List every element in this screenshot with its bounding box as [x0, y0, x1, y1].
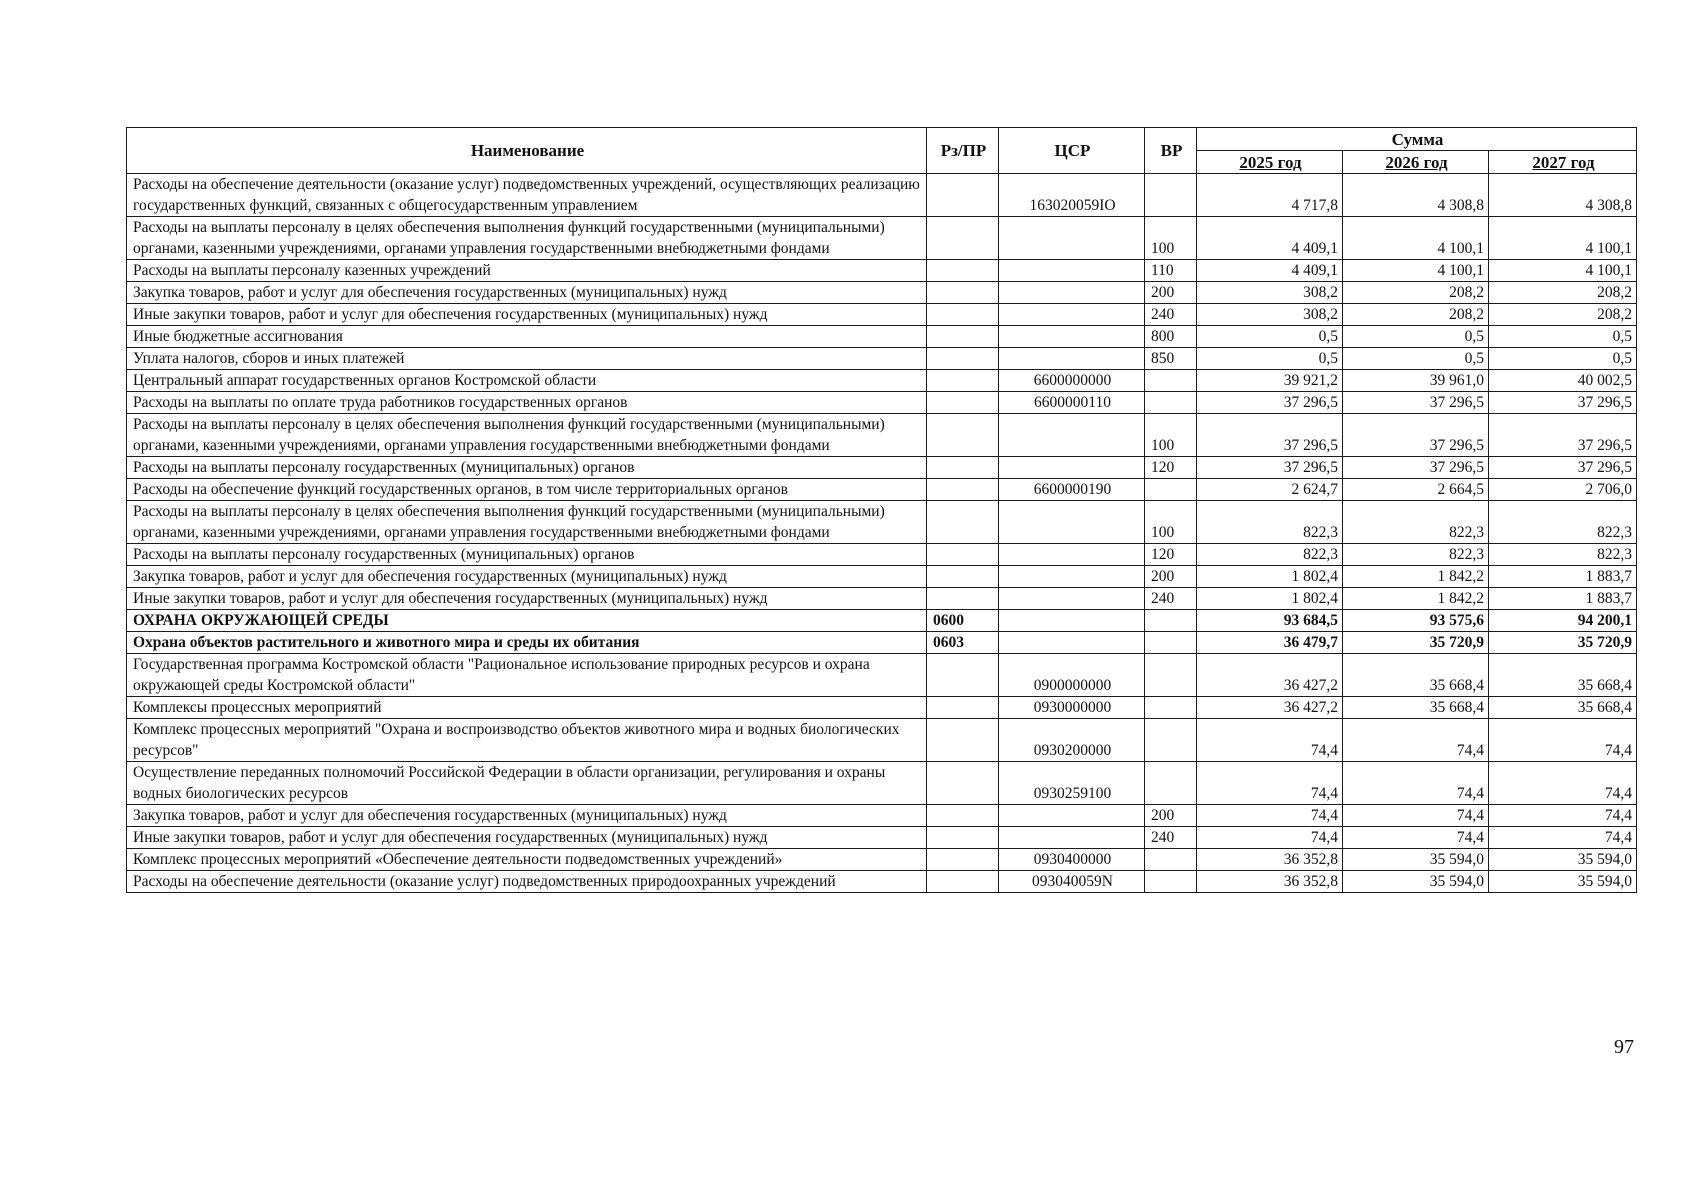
cell-name: Иные закупки товаров, работ и услуг для обеспечения государственных (муниципальных) нужд	[127, 588, 927, 610]
cell-vr	[1145, 479, 1197, 501]
header-row-top	[127, 128, 1637, 151]
cell-csr: 0900000000	[999, 654, 1145, 697]
table-row	[127, 762, 1637, 805]
cell-2025: 74,4	[1197, 827, 1343, 849]
cell-2026: 74,4	[1343, 762, 1489, 805]
cell-2027: 4 308,8	[1489, 174, 1637, 217]
cell-2025: 36 427,2	[1197, 697, 1343, 719]
table-row	[127, 348, 1637, 370]
cell-rzpr	[927, 697, 999, 719]
cell-name: Осуществление переданных полномочий Российской Федерации в области организации, регулирования и охраны водных биологических ресурсов	[127, 762, 927, 805]
cell-rzpr	[927, 762, 999, 805]
cell-rzpr	[927, 501, 999, 544]
cell-vr	[1145, 632, 1197, 654]
cell-rzpr	[927, 370, 999, 392]
cell-name: Расходы на выплаты персоналу государственных (муниципальных) органов	[127, 457, 927, 479]
cell-2026: 37 296,5	[1343, 414, 1489, 457]
page-number: 97	[1614, 1036, 1634, 1058]
cell-name: Расходы на выплаты персоналу государственных (муниципальных) органов	[127, 544, 927, 566]
cell-vr: 120	[1145, 544, 1197, 566]
cell-csr	[999, 566, 1145, 588]
table-row	[127, 805, 1637, 827]
cell-rzpr	[927, 414, 999, 457]
cell-rzpr	[927, 326, 999, 348]
cell-2025: 4 717,8	[1197, 174, 1343, 217]
cell-vr	[1145, 762, 1197, 805]
cell-2027: 94 200,1	[1489, 610, 1637, 632]
cell-2025: 74,4	[1197, 805, 1343, 827]
cell-rzpr	[927, 544, 999, 566]
cell-csr	[999, 827, 1145, 849]
cell-2025: 36 479,7	[1197, 632, 1343, 654]
cell-name: Иные бюджетные ассигнования	[127, 326, 927, 348]
cell-vr: 110	[1145, 260, 1197, 282]
header-vr: ВР	[1145, 128, 1197, 174]
cell-2027: 4 100,1	[1489, 260, 1637, 282]
cell-2026: 37 296,5	[1343, 457, 1489, 479]
cell-csr	[999, 414, 1145, 457]
table-row	[127, 871, 1637, 893]
cell-rzpr	[927, 566, 999, 588]
cell-rzpr	[927, 457, 999, 479]
cell-vr	[1145, 654, 1197, 697]
cell-2027: 0,5	[1489, 326, 1637, 348]
table-row	[127, 282, 1637, 304]
cell-name: Расходы на выплаты персоналу казенных учреждений	[127, 260, 927, 282]
header-year-2027: 2027 год	[1489, 151, 1637, 174]
cell-name: Закупка товаров, работ и услуг для обеспечения государственных (муниципальных) нужд	[127, 805, 927, 827]
cell-2026: 208,2	[1343, 282, 1489, 304]
cell-csr: 0930200000	[999, 719, 1145, 762]
cell-2027: 74,4	[1489, 762, 1637, 805]
cell-2026: 4 100,1	[1343, 217, 1489, 260]
cell-2026: 35 594,0	[1343, 871, 1489, 893]
cell-vr	[1145, 610, 1197, 632]
cell-2026: 74,4	[1343, 805, 1489, 827]
cell-2025: 1 802,4	[1197, 588, 1343, 610]
cell-csr	[999, 610, 1145, 632]
cell-2027: 4 100,1	[1489, 217, 1637, 260]
cell-rzpr: 0600	[927, 610, 999, 632]
cell-2026: 74,4	[1343, 827, 1489, 849]
cell-2025: 0,5	[1197, 326, 1343, 348]
cell-2027: 208,2	[1489, 282, 1637, 304]
cell-csr	[999, 304, 1145, 326]
cell-2027: 37 296,5	[1489, 414, 1637, 457]
cell-csr	[999, 501, 1145, 544]
table-row	[127, 827, 1637, 849]
header-name: Наименование	[127, 128, 927, 174]
cell-vr	[1145, 871, 1197, 893]
cell-2025: 308,2	[1197, 304, 1343, 326]
table-row	[127, 217, 1637, 260]
cell-2025: 37 296,5	[1197, 392, 1343, 414]
cell-2026: 208,2	[1343, 304, 1489, 326]
cell-rzpr	[927, 392, 999, 414]
table-body	[127, 174, 1637, 893]
cell-name: Охрана объектов растительного и животного мира и среды их обитания	[127, 632, 927, 654]
cell-vr: 200	[1145, 282, 1197, 304]
cell-vr: 240	[1145, 588, 1197, 610]
table-row	[127, 174, 1637, 217]
cell-2025: 93 684,5	[1197, 610, 1343, 632]
cell-2025: 37 296,5	[1197, 414, 1343, 457]
cell-vr: 200	[1145, 805, 1197, 827]
cell-2026: 1 842,2	[1343, 566, 1489, 588]
table-row	[127, 610, 1637, 632]
cell-csr	[999, 632, 1145, 654]
cell-vr	[1145, 719, 1197, 762]
cell-2027: 822,3	[1489, 544, 1637, 566]
table-row	[127, 654, 1637, 697]
cell-2025: 36 427,2	[1197, 654, 1343, 697]
cell-2026: 2 664,5	[1343, 479, 1489, 501]
cell-2027: 74,4	[1489, 827, 1637, 849]
cell-csr: 6600000110	[999, 392, 1145, 414]
cell-2027: 208,2	[1489, 304, 1637, 326]
cell-vr: 120	[1145, 457, 1197, 479]
cell-2025: 74,4	[1197, 762, 1343, 805]
cell-2026: 35 668,4	[1343, 654, 1489, 697]
cell-2025: 822,3	[1197, 544, 1343, 566]
cell-name: Закупка товаров, работ и услуг для обеспечения государственных (муниципальных) нужд	[127, 282, 927, 304]
cell-name: Расходы на обеспечение деятельности (оказание услуг) подведомственных природоохранных учреждений	[127, 871, 927, 893]
cell-rzpr	[927, 849, 999, 871]
cell-2026: 39 961,0	[1343, 370, 1489, 392]
cell-vr: 100	[1145, 501, 1197, 544]
cell-csr: 6600000000	[999, 370, 1145, 392]
cell-csr: 163020059IO	[999, 174, 1145, 217]
cell-vr: 850	[1145, 348, 1197, 370]
cell-2027: 35 594,0	[1489, 849, 1637, 871]
cell-2026: 37 296,5	[1343, 392, 1489, 414]
cell-2025: 1 802,4	[1197, 566, 1343, 588]
cell-name: Расходы на выплаты по оплате труда работников государственных органов	[127, 392, 927, 414]
table-row	[127, 392, 1637, 414]
cell-name: Уплата налогов, сборов и иных платежей	[127, 348, 927, 370]
cell-2027: 822,3	[1489, 501, 1637, 544]
cell-name: Иные закупки товаров, работ и услуг для обеспечения государственных (муниципальных) нужд	[127, 827, 927, 849]
table-row	[127, 588, 1637, 610]
cell-csr	[999, 260, 1145, 282]
cell-vr	[1145, 370, 1197, 392]
cell-2027: 35 720,9	[1489, 632, 1637, 654]
budget-table	[126, 127, 1637, 893]
table-row	[127, 849, 1637, 871]
cell-2026: 822,3	[1343, 501, 1489, 544]
cell-2025: 36 352,8	[1197, 849, 1343, 871]
cell-2026: 93 575,6	[1343, 610, 1489, 632]
cell-2026: 4 100,1	[1343, 260, 1489, 282]
cell-vr: 200	[1145, 566, 1197, 588]
table-row	[127, 370, 1637, 392]
cell-csr: 0930259100	[999, 762, 1145, 805]
table-header	[127, 128, 1637, 174]
header-year-2025: 2025 год	[1197, 151, 1343, 174]
cell-csr	[999, 805, 1145, 827]
cell-2025: 36 352,8	[1197, 871, 1343, 893]
cell-2025: 308,2	[1197, 282, 1343, 304]
cell-csr	[999, 457, 1145, 479]
table-row	[127, 632, 1637, 654]
table-row	[127, 457, 1637, 479]
cell-rzpr	[927, 304, 999, 326]
cell-name: Центральный аппарат государственных органов Костромской области	[127, 370, 927, 392]
cell-2027: 35 594,0	[1489, 871, 1637, 893]
cell-vr	[1145, 174, 1197, 217]
cell-2027: 37 296,5	[1489, 392, 1637, 414]
cell-csr: 0930000000	[999, 697, 1145, 719]
cell-2026: 74,4	[1343, 719, 1489, 762]
cell-rzpr	[927, 217, 999, 260]
cell-name: Расходы на обеспечение деятельности (оказание услуг) подведомственных учреждений, осуществляющих реализацию государственных функций, связанных с общегосударственным управлением	[127, 174, 927, 217]
cell-name: ОХРАНА ОКРУЖАЮЩЕЙ СРЕДЫ	[127, 610, 927, 632]
cell-name: Расходы на выплаты персоналу в целях обеспечения выполнения функций государственными (муниципальными) органами, казенными учреждениями, органами управления государственными внебюджетными фондами	[127, 217, 927, 260]
cell-csr	[999, 282, 1145, 304]
header-sum: Сумма	[1197, 128, 1637, 151]
cell-2026: 4 308,8	[1343, 174, 1489, 217]
table-row	[127, 697, 1637, 719]
cell-rzpr: 0603	[927, 632, 999, 654]
header-year-2026: 2026 год	[1343, 151, 1489, 174]
cell-2026: 822,3	[1343, 544, 1489, 566]
cell-2027: 35 668,4	[1489, 654, 1637, 697]
cell-name: Расходы на обеспечение функций государственных органов, в том числе территориальных органов	[127, 479, 927, 501]
cell-2025: 37 296,5	[1197, 457, 1343, 479]
cell-name: Закупка товаров, работ и услуг для обеспечения государственных (муниципальных) нужд	[127, 566, 927, 588]
cell-2026: 35 594,0	[1343, 849, 1489, 871]
cell-2026: 0,5	[1343, 326, 1489, 348]
cell-2027: 40 002,5	[1489, 370, 1637, 392]
table-row	[127, 544, 1637, 566]
cell-2027: 2 706,0	[1489, 479, 1637, 501]
table-row	[127, 260, 1637, 282]
cell-name: Комплекс процессных мероприятий "Охрана и воспроизводство объектов животного мира и водных биологических ресурсов"	[127, 719, 927, 762]
table-row	[127, 479, 1637, 501]
cell-rzpr	[927, 588, 999, 610]
cell-vr: 240	[1145, 827, 1197, 849]
cell-name: Иные закупки товаров, работ и услуг для обеспечения государственных (муниципальных) нужд	[127, 304, 927, 326]
cell-name: Расходы на выплаты персоналу в целях обеспечения выполнения функций государственными (муниципальными) органами, казенными учреждениями, органами управления государственными внебюджетными фондами	[127, 414, 927, 457]
cell-2025: 74,4	[1197, 719, 1343, 762]
cell-vr: 100	[1145, 414, 1197, 457]
cell-2027: 74,4	[1489, 719, 1637, 762]
cell-rzpr	[927, 827, 999, 849]
cell-rzpr	[927, 719, 999, 762]
cell-vr: 800	[1145, 326, 1197, 348]
header-rzpr: Рз/ПР	[927, 128, 999, 174]
cell-vr	[1145, 697, 1197, 719]
cell-rzpr	[927, 654, 999, 697]
table-row	[127, 719, 1637, 762]
cell-2025: 4 409,1	[1197, 260, 1343, 282]
cell-2027: 74,4	[1489, 805, 1637, 827]
cell-2025: 2 624,7	[1197, 479, 1343, 501]
cell-vr	[1145, 849, 1197, 871]
cell-name: Комплексы процессных мероприятий	[127, 697, 927, 719]
cell-csr: 6600000190	[999, 479, 1145, 501]
cell-2027: 0,5	[1489, 348, 1637, 370]
cell-2025: 39 921,2	[1197, 370, 1343, 392]
cell-2025: 822,3	[1197, 501, 1343, 544]
header-csr: ЦСР	[999, 128, 1145, 174]
cell-2027: 1 883,7	[1489, 588, 1637, 610]
cell-name: Расходы на выплаты персоналу в целях обеспечения выполнения функций государственными (муниципальными) органами, казенными учреждениями, органами управления государственными внебюджетными фондами	[127, 501, 927, 544]
cell-csr	[999, 588, 1145, 610]
cell-csr	[999, 348, 1145, 370]
cell-2027: 1 883,7	[1489, 566, 1637, 588]
cell-name: Государственная программа Костромской области "Рациональное использование природных ресурсов и охрана окружающей среды Костромской области"	[127, 654, 927, 697]
cell-csr: 093040059N	[999, 871, 1145, 893]
table-row	[127, 501, 1637, 544]
cell-vr: 240	[1145, 304, 1197, 326]
table-row	[127, 566, 1637, 588]
cell-2026: 35 720,9	[1343, 632, 1489, 654]
cell-rzpr	[927, 282, 999, 304]
table-row	[127, 326, 1637, 348]
cell-csr	[999, 217, 1145, 260]
cell-rzpr	[927, 174, 999, 217]
cell-rzpr	[927, 871, 999, 893]
cell-2026: 0,5	[1343, 348, 1489, 370]
table-row	[127, 304, 1637, 326]
cell-rzpr	[927, 260, 999, 282]
cell-2027: 37 296,5	[1489, 457, 1637, 479]
cell-vr	[1145, 392, 1197, 414]
cell-2025: 0,5	[1197, 348, 1343, 370]
cell-rzpr	[927, 805, 999, 827]
cell-csr	[999, 544, 1145, 566]
cell-csr: 0930400000	[999, 849, 1145, 871]
table-row	[127, 414, 1637, 457]
cell-name: Комплекс процессных мероприятий «Обеспечение деятельности подведомственных учреждений»	[127, 849, 927, 871]
cell-rzpr	[927, 348, 999, 370]
cell-2026: 35 668,4	[1343, 697, 1489, 719]
cell-csr	[999, 326, 1145, 348]
cell-rzpr	[927, 479, 999, 501]
cell-vr: 100	[1145, 217, 1197, 260]
cell-2027: 35 668,4	[1489, 697, 1637, 719]
cell-2026: 1 842,2	[1343, 588, 1489, 610]
cell-2025: 4 409,1	[1197, 217, 1343, 260]
